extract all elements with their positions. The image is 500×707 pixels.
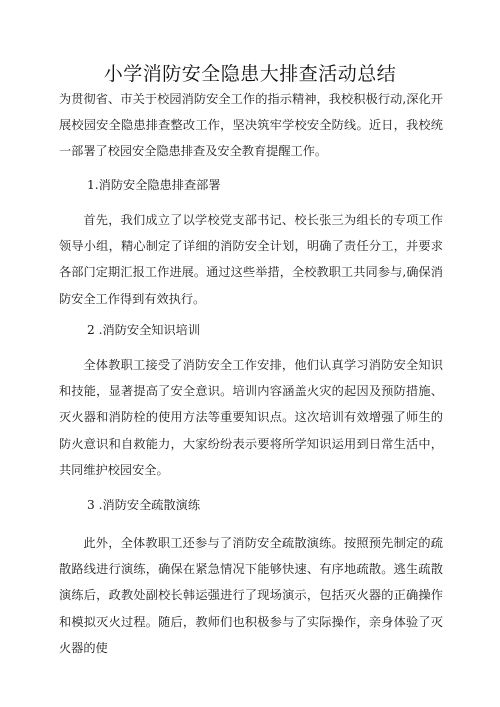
section-body-3: 此外，全体教职工还参与了消防安全疏散演练。按照预先制定的疏散路线进行演练，确保在紧急情况下能够快速、有序地疏散。逃生疏散演练后，政教处副校长韩运强进行了现场演示，包括灭火器的正确操作和模拟灭火过程。随后，教师们也积极参与了实际操作，亲身体验了灭火器的使 — [59, 536, 443, 655]
section-heading-2: 2 .消防安全知识培训 — [87, 323, 201, 337]
intro-paragraph: 为贯彻省、市关于校园消防安全工作的指示精神，我校积极行动,深化开展校园安全隐患排查整改工作，坚决筑牢学校安全防线。近日，我校统一部署了校园安全隐患排查及安全教育提醒工作。 — [59, 92, 443, 159]
document-title: 小学消防安全隐患大排查活动总结 — [103, 63, 397, 85]
section-heading-3: 3 .消防安全疏散演练 — [87, 498, 201, 512]
section-heading-1: 1.消防安全隐患排查部署 — [87, 178, 221, 192]
section-body-1: 首先，我们成立了以学校党支部书记、校长张三为组长的专项工作领导小组，精心制定了详细的消防安全计划，明确了责任分工，并要求各部门定期汇报工作进展。通过这些举措，全校教职工共同参与,确保消防安全工作得到有效执行。 — [59, 213, 443, 306]
section-body-2: 全体教职工接受了消防安全工作安排，他们认真学习消防安全知识和技能，显著提高了安全意识。培训内容涵盖火灾的起因及预防措施、灭火器和消防栓的使用方法等重要知识点。这次培训有效增强了师生的防火意识和自救能力，大家纷纷表示要将所学知识运用到日常生活中，共同维护校园安全。 — [59, 358, 443, 477]
